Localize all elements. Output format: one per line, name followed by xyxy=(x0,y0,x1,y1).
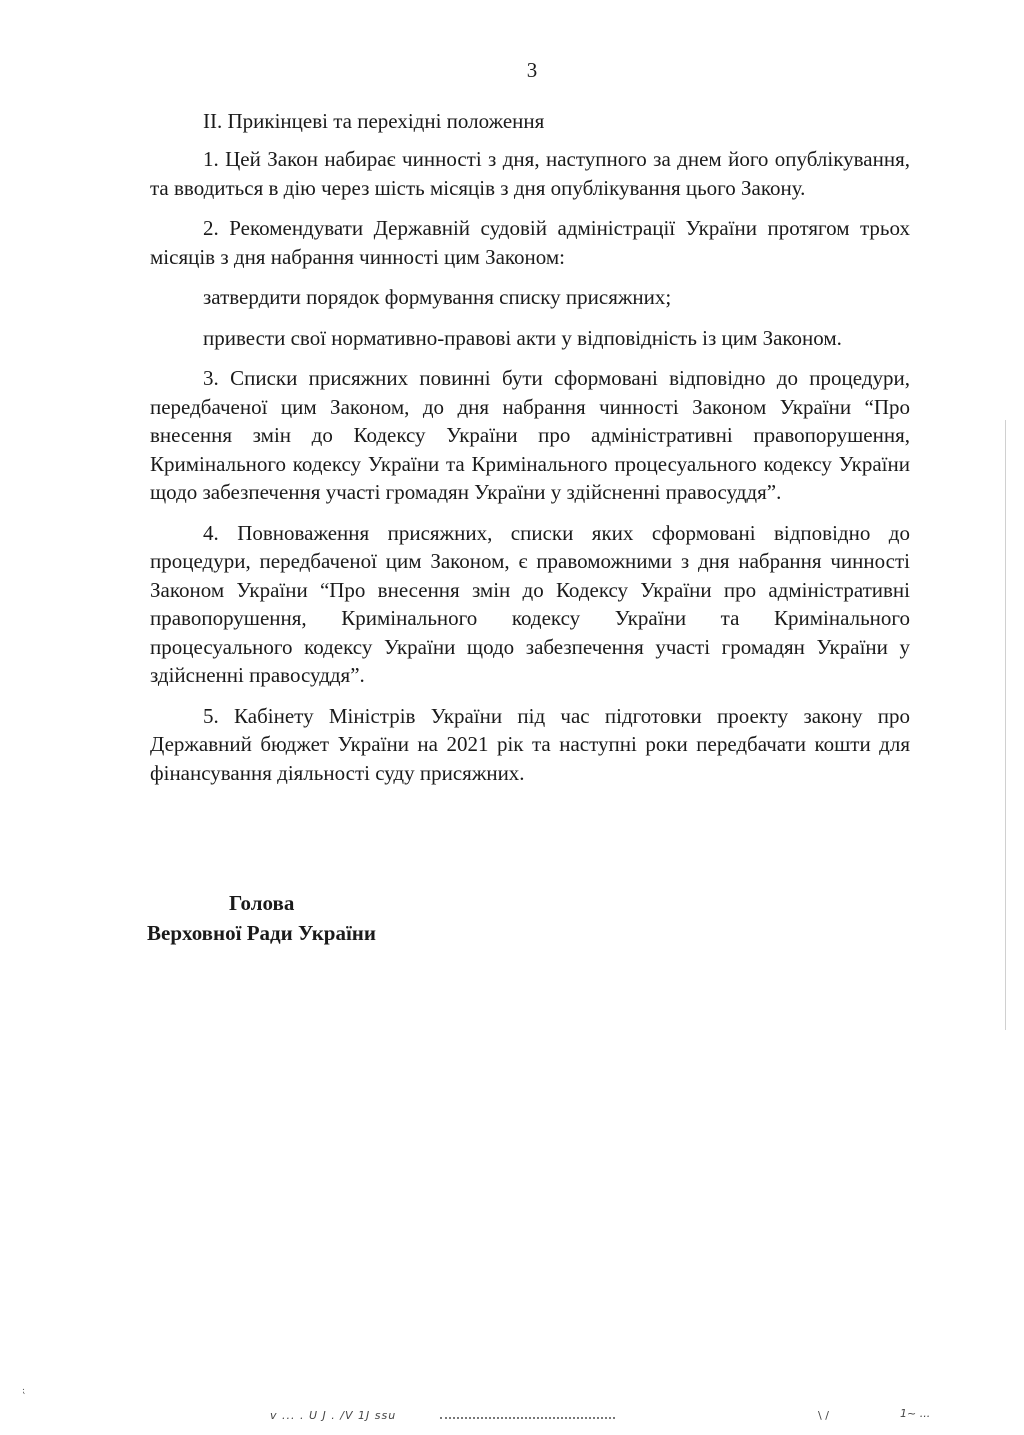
footer-left-mark: v ... . U J . /V 1J ssu xyxy=(270,1409,397,1422)
scan-edge-line xyxy=(1005,420,1006,1030)
signature-title: Голова xyxy=(229,891,295,915)
footer-tick-mark: \ / xyxy=(818,1409,829,1422)
paragraph-5: 5. Кабінету Міністрів України під час підготовки проекту закону про Державний бюджет України на 2021 рік та наступні роки передбачати кошти для фінансування діяльності суду присяжних. xyxy=(150,703,910,785)
signature-organization: Верховної Ради України xyxy=(147,921,377,945)
footer-registration-marks xyxy=(0,1405,1024,1425)
footer-dotted-line xyxy=(440,1417,615,1419)
signature-block xyxy=(147,888,376,948)
paragraph-2: 2. Рекомендувати Державній судовій адміністрації України протягом трьох місяців з дня набрання чинності цим Законом: xyxy=(150,216,910,269)
page-number: 3 xyxy=(526,58,538,82)
paragraph-2-item-1: затвердити порядок формування списку присяжних; xyxy=(203,285,672,309)
scan-artifact-mark: ⁏ xyxy=(22,1385,26,1395)
footer-right-mark: 1~ ... xyxy=(900,1407,931,1420)
paragraph-1: 1. Цей Закон набирає чинності з дня, наступного за днем його опублікування, та вводиться в дію через шість місяців з дня опублікування цього Закону. xyxy=(150,147,910,200)
paragraph-4: 4. Повноваження присяжних, списки яких сформовані відповідно до процедури, передбаченої цим Законом, є правоможними з дня набрання чинності Законом України “Про внесення змін до Кодексу України про адміністративні правопорушення, Кримінального кодексу України та Кримінального процесуального кодексу України щодо забезпечення участі громадян України у здійсненні правосуддя”. xyxy=(150,520,910,687)
paragraph-3: 3. Списки присяжних повинні бути сформовані відповідно до процедури, передбаченої цим Законом, до дня набрання чинності Законом України “Про внесення змін до Кодексу України про адміністративні правопорушення, Кримінального кодексу України та Кримінального процесуального кодексу України щодо забезпечення участі громадян України у здійсненні правосуддя”. xyxy=(150,366,910,504)
body-text xyxy=(150,145,910,799)
section-heading: II. Прикінцеві та перехідні положення xyxy=(203,109,545,133)
paragraph-2-item-2: привести свої нормативно-правові акти у відповідність із цим Законом. xyxy=(203,325,842,350)
